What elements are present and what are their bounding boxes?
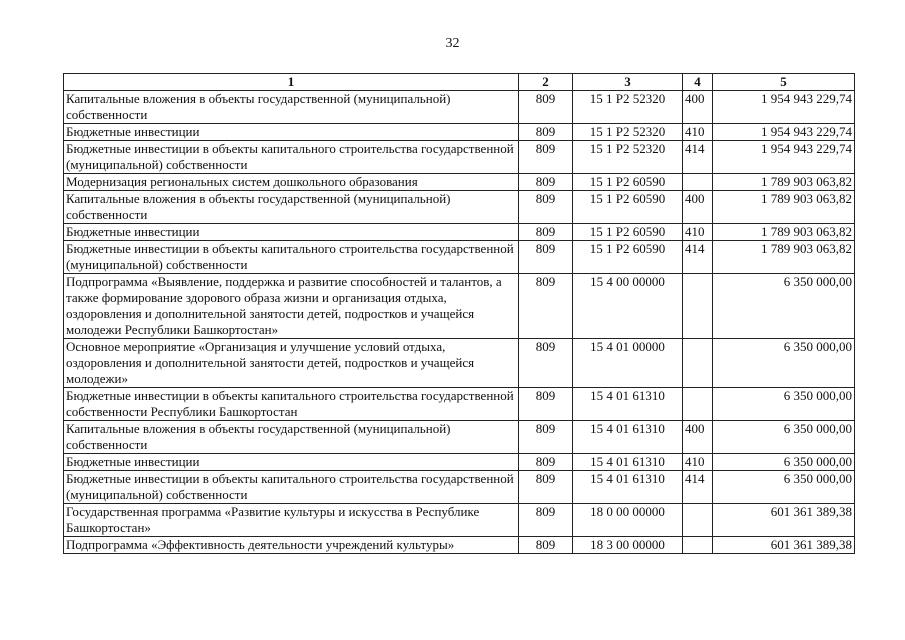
row-sum: 601 361 389,38 (713, 537, 855, 554)
table-row (64, 471, 855, 504)
row-name: Подпрограмма «Эффективность деятельности учреждений культуры» (64, 537, 519, 554)
row-csr: 15 1 Р2 60590 (573, 174, 683, 191)
row-sum: 601 361 389,38 (713, 504, 855, 537)
row-name: Бюджетные инвестиции в объекты капитального строительства государственной (муниципальной) собственности (64, 141, 519, 174)
row-csr: 15 1 Р2 60590 (573, 191, 683, 224)
table-row (64, 274, 855, 339)
row-ved: 809 (519, 241, 573, 274)
row-name: Государственная программа «Развитие культуры и искусства в Республике Башкортостан» (64, 504, 519, 537)
row-sum: 1 954 943 229,74 (713, 91, 855, 124)
row-csr: 15 4 01 00000 (573, 339, 683, 388)
row-vr (683, 339, 713, 388)
row-csr: 15 4 01 61310 (573, 454, 683, 471)
row-name: Капитальные вложения в объекты государственной (муниципальной) собственности (64, 421, 519, 454)
table-row (64, 454, 855, 471)
table-row (64, 91, 855, 124)
row-sum: 1 789 903 063,82 (713, 174, 855, 191)
row-ved: 809 (519, 124, 573, 141)
table-row (64, 191, 855, 224)
row-sum: 6 350 000,00 (713, 274, 855, 339)
table-header-row (64, 74, 855, 91)
table-row (64, 241, 855, 274)
row-vr: 414 (683, 471, 713, 504)
row-ved: 809 (519, 421, 573, 454)
budget-table (63, 73, 855, 554)
row-sum: 6 350 000,00 (713, 339, 855, 388)
header-col-name: 1 (64, 74, 519, 91)
row-ved: 809 (519, 471, 573, 504)
row-vr: 414 (683, 141, 713, 174)
row-vr: 410 (683, 124, 713, 141)
table-row (64, 537, 855, 554)
table-row (64, 124, 855, 141)
row-csr: 15 4 00 00000 (573, 274, 683, 339)
row-csr: 15 1 Р2 52320 (573, 124, 683, 141)
row-ved: 809 (519, 224, 573, 241)
table-row (64, 421, 855, 454)
row-name: Основное мероприятие «Организация и улучшение условий отдыха, оздоровления и дополнительной занятости детей, подростков и учащейся молодежи» (64, 339, 519, 388)
row-name: Бюджетные инвестиции (64, 454, 519, 471)
row-sum: 6 350 000,00 (713, 454, 855, 471)
table-row (64, 504, 855, 537)
row-csr: 15 1 Р2 60590 (573, 241, 683, 274)
row-vr: 400 (683, 421, 713, 454)
row-ved: 809 (519, 339, 573, 388)
row-ved: 809 (519, 141, 573, 174)
row-vr (683, 504, 713, 537)
row-ved: 809 (519, 388, 573, 421)
row-ved: 809 (519, 454, 573, 471)
row-csr: 15 4 01 61310 (573, 421, 683, 454)
row-sum: 1 954 943 229,74 (713, 141, 855, 174)
table-row (64, 141, 855, 174)
row-csr: 18 0 00 00000 (573, 504, 683, 537)
table-row (64, 388, 855, 421)
header-col-vr: 4 (683, 74, 713, 91)
row-vr: 410 (683, 454, 713, 471)
row-vr: 410 (683, 224, 713, 241)
row-vr: 400 (683, 91, 713, 124)
row-ved: 809 (519, 504, 573, 537)
row-ved: 809 (519, 174, 573, 191)
row-ved: 809 (519, 537, 573, 554)
row-sum: 1 954 943 229,74 (713, 124, 855, 141)
table-row (64, 339, 855, 388)
row-sum: 1 789 903 063,82 (713, 191, 855, 224)
row-name: Капитальные вложения в объекты государственной (муниципальной) собственности (64, 191, 519, 224)
table-row (64, 224, 855, 241)
row-name: Бюджетные инвестиции (64, 124, 519, 141)
row-name: Бюджетные инвестиции в объекты капитального строительства государственной собственности Республики Башкортостан (64, 388, 519, 421)
row-csr: 15 4 01 61310 (573, 471, 683, 504)
row-name: Бюджетные инвестиции (64, 224, 519, 241)
row-name: Капитальные вложения в объекты государственной (муниципальной) собственности (64, 91, 519, 124)
row-vr (683, 274, 713, 339)
row-csr: 15 1 Р2 52320 (573, 91, 683, 124)
row-csr: 15 4 01 61310 (573, 388, 683, 421)
row-sum: 1 789 903 063,82 (713, 224, 855, 241)
row-vr (683, 388, 713, 421)
header-col-ved: 2 (519, 74, 573, 91)
header-col-sum: 5 (713, 74, 855, 91)
table-row (64, 174, 855, 191)
row-ved: 809 (519, 91, 573, 124)
row-vr (683, 537, 713, 554)
row-csr: 15 1 Р2 60590 (573, 224, 683, 241)
row-csr: 15 1 Р2 52320 (573, 141, 683, 174)
row-name: Подпрограмма «Выявление, поддержка и развитие способностей и талантов, а также формирование здорового образа жизни и организация отдыха, оздоровления и дополнительной занятости детей, подростков и учащейся молодежи Республики Башкортостан» (64, 274, 519, 339)
row-sum: 6 350 000,00 (713, 388, 855, 421)
header-col-csr: 3 (573, 74, 683, 91)
row-csr: 18 3 00 00000 (573, 537, 683, 554)
row-sum: 6 350 000,00 (713, 471, 855, 504)
row-name: Бюджетные инвестиции в объекты капитального строительства государственной (муниципальной) собственности (64, 241, 519, 274)
row-ved: 809 (519, 191, 573, 224)
row-vr: 400 (683, 191, 713, 224)
row-sum: 6 350 000,00 (713, 421, 855, 454)
row-name: Бюджетные инвестиции в объекты капитального строительства государственной (муниципальной) собственности (64, 471, 519, 504)
row-vr: 414 (683, 241, 713, 274)
row-vr (683, 174, 713, 191)
row-sum: 1 789 903 063,82 (713, 241, 855, 274)
row-name: Модернизация региональных систем дошкольного образования (64, 174, 519, 191)
page-number: 32 (445, 36, 460, 51)
row-ved: 809 (519, 274, 573, 339)
